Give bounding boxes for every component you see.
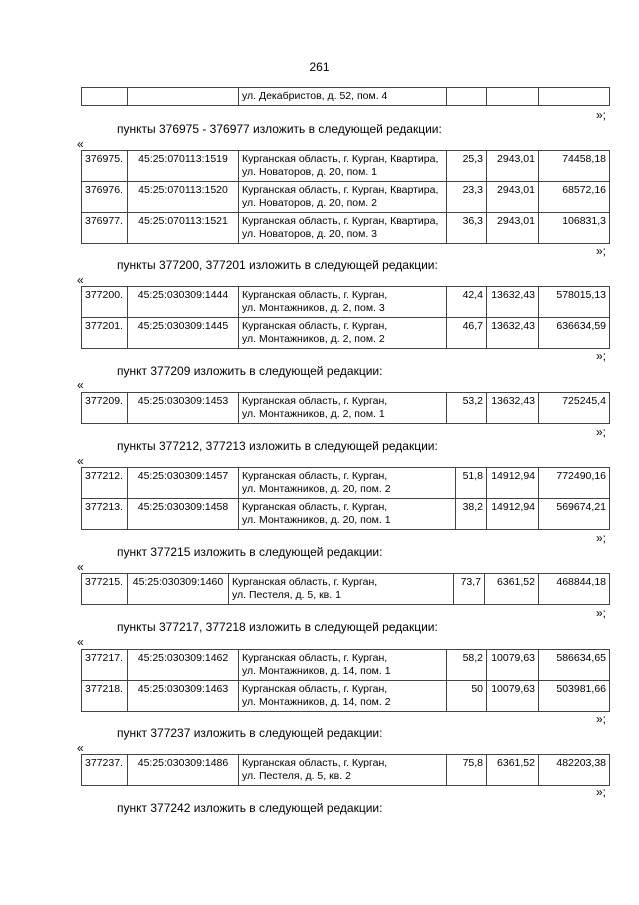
item-number-cell: 377237.: [82, 755, 128, 786]
area-cell: 42,4: [447, 287, 487, 318]
cadastral-number-cell: 45:25:030309:1457: [128, 468, 239, 499]
address-line-2: ул. Монтажников, д. 20, пом. 2: [242, 482, 391, 495]
address-cell: [239, 318, 447, 349]
section-heading: пункт 377215 изложить в следующей редакции:: [117, 545, 383, 559]
address-line-1: Курганская область, г. Курган,: [242, 757, 388, 769]
cadastral-number-cell: 45:25:070113:1519: [128, 151, 239, 182]
opening-quote: «: [77, 560, 84, 574]
item-number-cell: 377213.: [82, 499, 128, 530]
amendment-table: [81, 392, 610, 424]
item-number-cell: 377209.: [82, 393, 128, 424]
price-cell: 13632,43: [487, 393, 539, 424]
table-row: [82, 574, 610, 605]
closing-quote: »;: [596, 425, 607, 439]
address-line-2: ул. Монтажников, д. 14, пом. 1: [242, 664, 391, 677]
address-cell: ул. Декабристов, д. 52, пом. 4: [239, 88, 447, 106]
total-cell: 772490,16: [539, 468, 610, 499]
table-row: [82, 755, 610, 786]
address-line-1: Курганская область, г. Курган, Квартира,: [242, 215, 439, 227]
address-line-1: Курганская область, г. Курган,: [242, 395, 388, 407]
closing-quote: »;: [596, 244, 607, 258]
opening-quote: «: [77, 378, 84, 392]
address-line-2: ул. Монтажников, д. 2, пом. 2: [242, 332, 385, 345]
cadastral-number-cell: 45:25:030309:1460: [128, 574, 229, 605]
closing-quote: »;: [596, 712, 607, 726]
area-cell: 73,7: [454, 574, 485, 605]
table-row: [82, 287, 610, 318]
price-cell: 14912,94: [487, 468, 539, 499]
section-heading: пункт 377209 изложить в следующей редакции:: [117, 364, 383, 378]
cadastral-number-cell: 45:25:030309:1486: [128, 755, 239, 786]
closing-quote: »;: [596, 108, 607, 122]
address-cell: [239, 182, 447, 213]
table-row: [82, 468, 610, 499]
address-line-2: ул. Монтажников, д. 14, пом. 2: [242, 695, 391, 708]
item-number-cell: 376977.: [82, 213, 128, 244]
price-cell: 6361,52: [485, 574, 539, 605]
area-cell: 46,7: [447, 318, 487, 349]
opening-quote: «: [77, 741, 84, 755]
area-cell: 23,3: [447, 182, 487, 213]
cadastral-number-cell: 45:25:030309:1445: [128, 318, 239, 349]
address-cell: [239, 499, 456, 530]
section-heading: пункт 377237 изложить в следующей редакции:: [117, 726, 383, 740]
item-number-cell: 377217.: [82, 650, 128, 681]
total-cell: 68572,16: [539, 182, 610, 213]
price-cell: 14912,94: [487, 499, 539, 530]
price-cell: 13632,43: [487, 287, 539, 318]
area-cell: 38,2: [456, 499, 487, 530]
address-line-2: ул. Новаторов, д. 20, пом. 2: [242, 196, 377, 209]
address-line-1: Курганская область, г. Курган,: [242, 683, 388, 695]
amendment-table: [81, 649, 610, 712]
section-heading: пункты 377212, 377213 изложить в следующей редакции:: [117, 439, 438, 453]
price-cell: 2943,01: [487, 213, 539, 244]
address-cell: [239, 468, 456, 499]
cadastral-number-cell: 45:25:030309:1462: [128, 650, 239, 681]
opening-quote: «: [77, 454, 84, 468]
table-row: [82, 213, 610, 244]
address-line-2: ул. Монтажников, д. 20, пом. 1: [242, 513, 391, 526]
table-row: [82, 499, 610, 530]
address-cell: [239, 287, 447, 318]
address-line-1: Курганская область, г. Курган,: [232, 576, 378, 588]
section-heading: пункты 376975 - 376977 изложить в следующей редакции:: [117, 122, 442, 136]
total-cell: 482203,38: [539, 755, 610, 786]
amendment-table: [81, 467, 610, 530]
item-number-cell: 377218.: [82, 681, 128, 712]
address-line-1: Курганская область, г. Курган, Квартира,: [242, 153, 439, 165]
page-number: 261: [309, 60, 330, 74]
total-cell: 468844,18: [539, 574, 610, 605]
price-cell: 2943,01: [487, 182, 539, 213]
address-cell: [239, 755, 447, 786]
price-cell: 2943,01: [487, 151, 539, 182]
total-cell: 106831,3: [539, 213, 610, 244]
cadastral-number-cell: 45:25:030309:1453: [128, 393, 239, 424]
item-number-cell: 377212.: [82, 468, 128, 499]
address-line-1: Курганская область, г. Курган,: [242, 289, 388, 301]
final-heading: пункт 377242 изложить в следующей редакции:: [117, 801, 383, 815]
cadastral-number-cell: 45:25:070113:1520: [128, 182, 239, 213]
closing-quote: »;: [596, 606, 607, 620]
address-cell: [239, 393, 447, 424]
table-row: [82, 182, 610, 213]
area-cell: 50: [447, 681, 487, 712]
continuation-table: [81, 87, 610, 106]
amendment-table: [81, 573, 610, 605]
area-cell: 53,2: [447, 393, 487, 424]
address-line-1: Курганская область, г. Курган,: [242, 652, 388, 664]
address-line-2: ул. Новаторов, д. 20, пом. 3: [242, 227, 377, 240]
amendment-table: [81, 754, 610, 786]
address-line-2: ул. Пестеля, д. 5, кв. 2: [242, 769, 351, 782]
total-cell: 578015,13: [539, 287, 610, 318]
price-cell: 13632,43: [487, 318, 539, 349]
address-cell: [239, 650, 447, 681]
area-cell: 51,8: [456, 468, 487, 499]
closing-quote: »;: [596, 785, 607, 799]
table-row: [82, 88, 610, 106]
address-line-1: Курганская область, г. Курган, Квартира,: [242, 184, 439, 196]
address-line-1: Курганская область, г. Курган,: [242, 320, 388, 332]
item-number-cell: 377200.: [82, 287, 128, 318]
item-number-cell: 377201.: [82, 318, 128, 349]
total-cell: 569674,21: [539, 499, 610, 530]
total-cell: 725245,4: [539, 393, 610, 424]
opening-quote: «: [77, 137, 84, 151]
cadastral-number-cell: 45:25:030309:1458: [128, 499, 239, 530]
address-cell: [239, 681, 447, 712]
area-cell: 36,3: [447, 213, 487, 244]
address-line-2: ул. Новаторов, д. 20, пом. 1: [242, 165, 377, 178]
area-cell: 25,3: [447, 151, 487, 182]
table-row: [82, 151, 610, 182]
price-cell: 10079,63: [487, 650, 539, 681]
area-cell: 75,8: [447, 755, 487, 786]
cadastral-number-cell: 45:25:030309:1463: [128, 681, 239, 712]
address-cell: [229, 574, 454, 605]
closing-quote: »;: [596, 349, 607, 363]
price-cell: 6361,52: [487, 755, 539, 786]
area-cell: 58,2: [447, 650, 487, 681]
table-row: [82, 681, 610, 712]
total-cell: 636634,59: [539, 318, 610, 349]
item-number-cell: 376976.: [82, 182, 128, 213]
amendment-table: [81, 150, 610, 244]
cadastral-number-cell: 45:25:030309:1444: [128, 287, 239, 318]
total-cell: 503981,66: [539, 681, 610, 712]
section-heading: пункты 377200, 377201 изложить в следующей редакции:: [117, 258, 438, 272]
table-row: [82, 393, 610, 424]
total-cell: 586634,65: [539, 650, 610, 681]
item-number-cell: 377215.: [82, 574, 128, 605]
address-line-2: ул. Монтажников, д. 2, пом. 1: [242, 407, 385, 420]
address-line-1: Курганская область, г. Курган,: [242, 501, 388, 513]
cadastral-number-cell: 45:25:070113:1521: [128, 213, 239, 244]
item-number-cell: 376975.: [82, 151, 128, 182]
total-cell: 74458,18: [539, 151, 610, 182]
closing-quote: »;: [596, 531, 607, 545]
opening-quote: «: [77, 635, 84, 649]
table-row: [82, 650, 610, 681]
address-cell: [239, 213, 447, 244]
opening-quote: «: [77, 273, 84, 287]
section-heading: пункты 377217, 377218 изложить в следующей редакции:: [117, 620, 438, 634]
price-cell: 10079,63: [487, 681, 539, 712]
address-cell: [239, 151, 447, 182]
amendment-table: [81, 286, 610, 349]
table-row: [82, 318, 610, 349]
address-line-2: ул. Пестеля, д. 5, кв. 1: [232, 588, 341, 601]
address-line-1: Курганская область, г. Курган,: [242, 470, 388, 482]
address-line-2: ул. Монтажников, д. 2, пом. 3: [242, 301, 385, 314]
